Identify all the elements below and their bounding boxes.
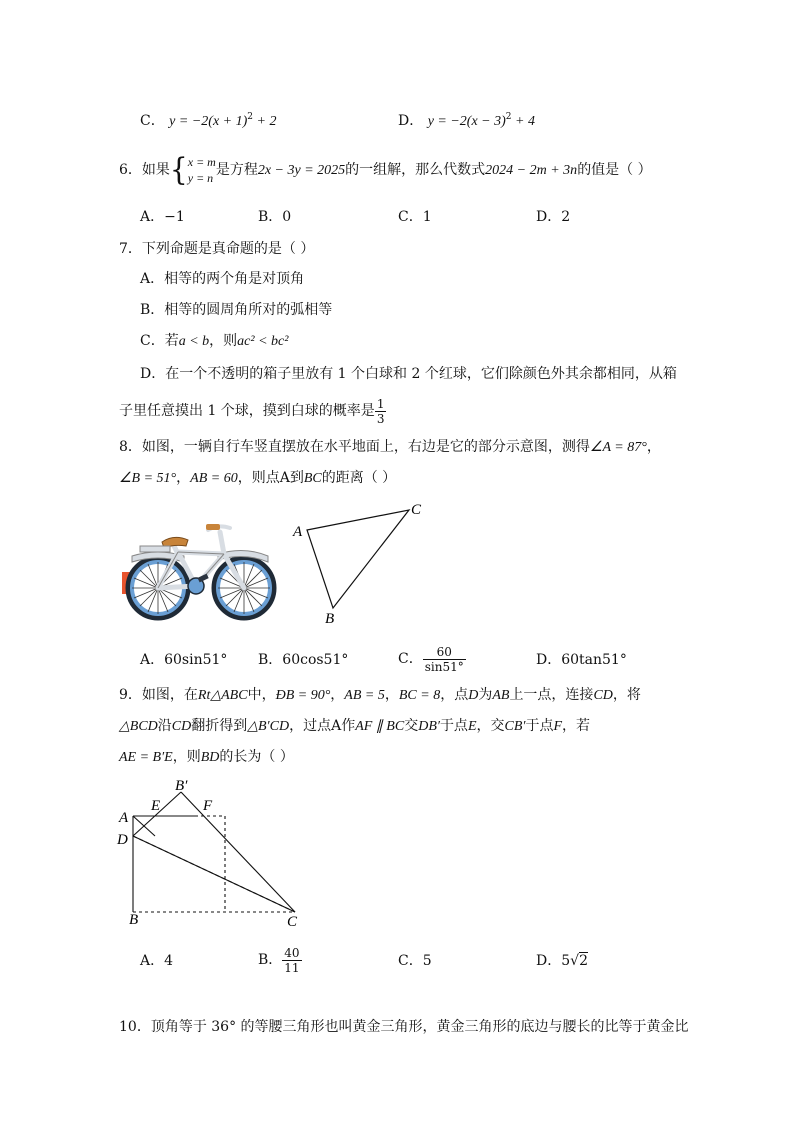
q9-option-c: C．5 (398, 953, 432, 969)
q7-option-d-line1: D．在一个不透明的箱子里放有 1 个白球和 2 个红球，它们除颜色外其余都相同，从箱 (140, 366, 677, 382)
q7-stem: 7．下列命题是真命题的是（ ） (119, 241, 315, 257)
q7-option-a: A．相等的两个角是对顶角 (140, 271, 305, 287)
q6-option-b: B．0 (258, 209, 292, 225)
label-d: D (117, 832, 128, 848)
q9-option-b: B． $\frac{40}{11}$ (258, 945, 300, 975)
q8-option-c: C． $\frac{60}{\sin 51^\circ}$ (398, 644, 464, 674)
q6-stem: 6．如果{x = m y = n 是方程2x − 3y = 2025的一组解，那么代数式2024 − 2m + 3n的值是（ ） (119, 151, 652, 188)
q8-triangle-diagram (285, 498, 435, 628)
q7-option-c: C．若a < b，则ac² < bc² (140, 333, 289, 349)
q8-stem-line1: 8．如图，一辆自行车竖直摆放在水平地面上，右边是它的部分示意图，测得∠A = 87°， (119, 439, 661, 455)
q8-option-b: B．60cos51° (258, 652, 349, 668)
q9-stem-line2: △BCD沿CD翻折得到△B′CD，过点A作AF ∥ BC交DB′于点E，交CB′于点F，若 (119, 718, 591, 734)
label-e: E (151, 798, 161, 814)
q9-stem-line3: AE = B′E，则BD的长为（ ） (119, 749, 294, 765)
q9-option-a: A．4 (140, 953, 174, 969)
q6-option-d: D．2 (536, 209, 571, 225)
bike-rack (140, 546, 170, 552)
q8-option-d: D．60tan51° (536, 652, 627, 668)
q8-option-a: A．60sin51° (140, 652, 228, 668)
label-a: A (119, 810, 129, 826)
q7-option-d-line2: 子里任意摸出 1 个球，摸到白球的概率是 $\frac{1}{3}$ (119, 396, 385, 426)
q8-stem-line2: ∠B = 51°，AB = 60，则点A到BC的距离（ ） (119, 470, 397, 486)
label-c: C (411, 502, 422, 518)
q7-option-b: B．相等的圆周角所对的弧相等 (140, 302, 333, 318)
label-c: C (287, 914, 298, 930)
label-f: F (203, 798, 213, 814)
q9-stem-line1: 9．如图，在Rt△ABC中，ÐB = 90°，AB = 5，BC = 8，点D为AB上一点，连接CD，将 (119, 687, 641, 703)
segment-b2c (181, 792, 295, 912)
label-b: B (129, 912, 139, 928)
q9-option-d: D．5√2 (536, 953, 588, 969)
q5-option-d: D． $y = -2(x - 3)^2 + 4$ (398, 112, 535, 129)
bicycle-illustration (118, 516, 280, 624)
label-b-prime: B′ (175, 778, 188, 794)
q6-option-a: A．−1 (140, 209, 185, 225)
q9-fold-diagram (115, 778, 315, 930)
label-b: B (325, 611, 335, 627)
triangle-abc (307, 510, 409, 608)
q6-option-c: C．1 (398, 209, 432, 225)
segment-dc-main (133, 836, 295, 912)
bike-grip (206, 524, 220, 530)
q10-stem-line1: 10．顶角等于 36° 的等腰三角形也叫黄金三角形，黄金三角形的底边与腰长的比等于黄金比 (119, 1019, 689, 1035)
label-a: A (293, 524, 303, 540)
q5-option-c: C． $y = -2(x + 1)^2 + 2$ (140, 112, 277, 129)
